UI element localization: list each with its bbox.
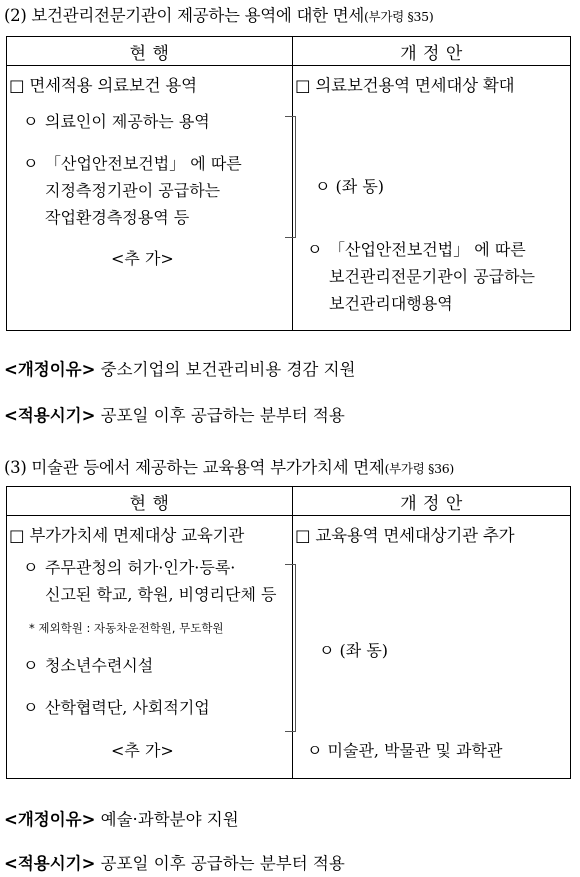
bullet: ㅇ xyxy=(23,698,39,717)
section3-added-item: ㅇ 미술관, 박물관 및 과학관 xyxy=(307,741,503,760)
item-line: 산학협력단, 사회적기업 xyxy=(45,698,210,717)
item-line: 지정측정기관이 공급하는 xyxy=(45,181,221,200)
reason-text: 예술·과학분야 지원 xyxy=(100,810,239,829)
section2-header-revised: 개 정 안 xyxy=(293,37,571,66)
item-line: 보건관리전문기관이 공급하는 xyxy=(329,267,536,286)
effective-label: <적용시기> xyxy=(4,854,96,873)
section3-header-current: 현 행 xyxy=(7,487,293,516)
section3-current-heading: □ 부가가치세 면제대상 교육기관 xyxy=(9,526,245,545)
section2-current-heading: □ 면세적용 의료보건 용역 xyxy=(9,76,197,95)
item-line: 신고된 학교, 학원, 비영리단체 등 xyxy=(45,585,277,604)
item-line: 청소년수련시설 xyxy=(45,656,154,675)
section3-title-text: (3) 미술관 등에서 제공하는 교육용역 부가가치세 면제 xyxy=(4,458,385,477)
section3-title xyxy=(4,454,454,478)
section3-comparison-table xyxy=(6,486,571,779)
section2-revised-heading: □ 의료보건용역 면세대상 확대 xyxy=(295,76,515,95)
excluded-academies-note: * 제외학원 : 자동차운전학원, 무도학원 xyxy=(29,621,224,635)
bullet: ㅇ xyxy=(307,240,323,259)
list-item xyxy=(23,150,242,231)
item-line: 보건관리대행용역 xyxy=(329,294,453,313)
list-item xyxy=(23,108,210,135)
reason-label: <개정이유> xyxy=(4,810,96,829)
section2-revised-cell xyxy=(293,66,571,331)
section3-revised-cell xyxy=(293,516,571,779)
section3-effective xyxy=(4,850,345,874)
item-line: 작업환경측정용역 등 xyxy=(45,208,190,227)
section2-header-current: 현 행 xyxy=(7,37,293,66)
item-line: 의료인이 제공하는 용역 xyxy=(45,112,210,131)
bullet: ㅇ xyxy=(23,558,39,577)
section2-same-as-left: ㅇ (좌 동) xyxy=(315,177,385,196)
bracket-line xyxy=(285,564,296,732)
section3-reason xyxy=(4,806,239,830)
section3-same-as-left: ㅇ (좌 동) xyxy=(319,641,389,660)
section2-ref: (부가령 §35) xyxy=(363,9,434,24)
list-item xyxy=(23,652,153,679)
section2-added-marker: <추 가> xyxy=(111,249,174,268)
section3-revised-heading: □ 교육용역 면세대상기관 추가 xyxy=(295,526,515,545)
item-line: 「산업안전보건법」 에 따른 xyxy=(45,154,242,173)
section3-header-revised: 개 정 안 xyxy=(293,487,571,516)
bullet: ㅇ xyxy=(23,656,39,675)
list-item xyxy=(23,694,210,721)
section2-title-text: (2) 보건관리전문기관이 제공하는 용역에 대한 면세 xyxy=(4,6,364,25)
section2-comparison-table xyxy=(6,36,571,331)
section3-current-cell xyxy=(7,516,293,779)
section2-reason xyxy=(4,356,356,380)
bullet: ㅇ xyxy=(23,112,39,131)
item-line: 주무관청의 허가·인가·등록· xyxy=(45,558,236,577)
section2-current-cell xyxy=(7,66,293,331)
reason-text: 중소기업의 보건관리비용 경감 지원 xyxy=(100,360,356,379)
section2-effective xyxy=(4,402,345,426)
bullet: ㅇ xyxy=(23,154,39,173)
item-line: 「산업안전보건법」 에 따른 xyxy=(329,240,526,259)
effective-text: 공포일 이후 공급하는 분부터 적용 xyxy=(100,406,345,425)
list-item xyxy=(23,554,276,608)
bracket-line xyxy=(285,116,296,238)
section2-title xyxy=(4,2,433,26)
section3-added-marker: <추 가> xyxy=(111,741,174,760)
effective-label: <적용시기> xyxy=(4,406,96,425)
effective-text: 공포일 이후 공급하는 분부터 적용 xyxy=(100,854,345,873)
section3-ref: (부가령 §36) xyxy=(384,461,454,476)
reason-label: <개정이유> xyxy=(4,360,96,379)
list-item xyxy=(307,236,535,317)
